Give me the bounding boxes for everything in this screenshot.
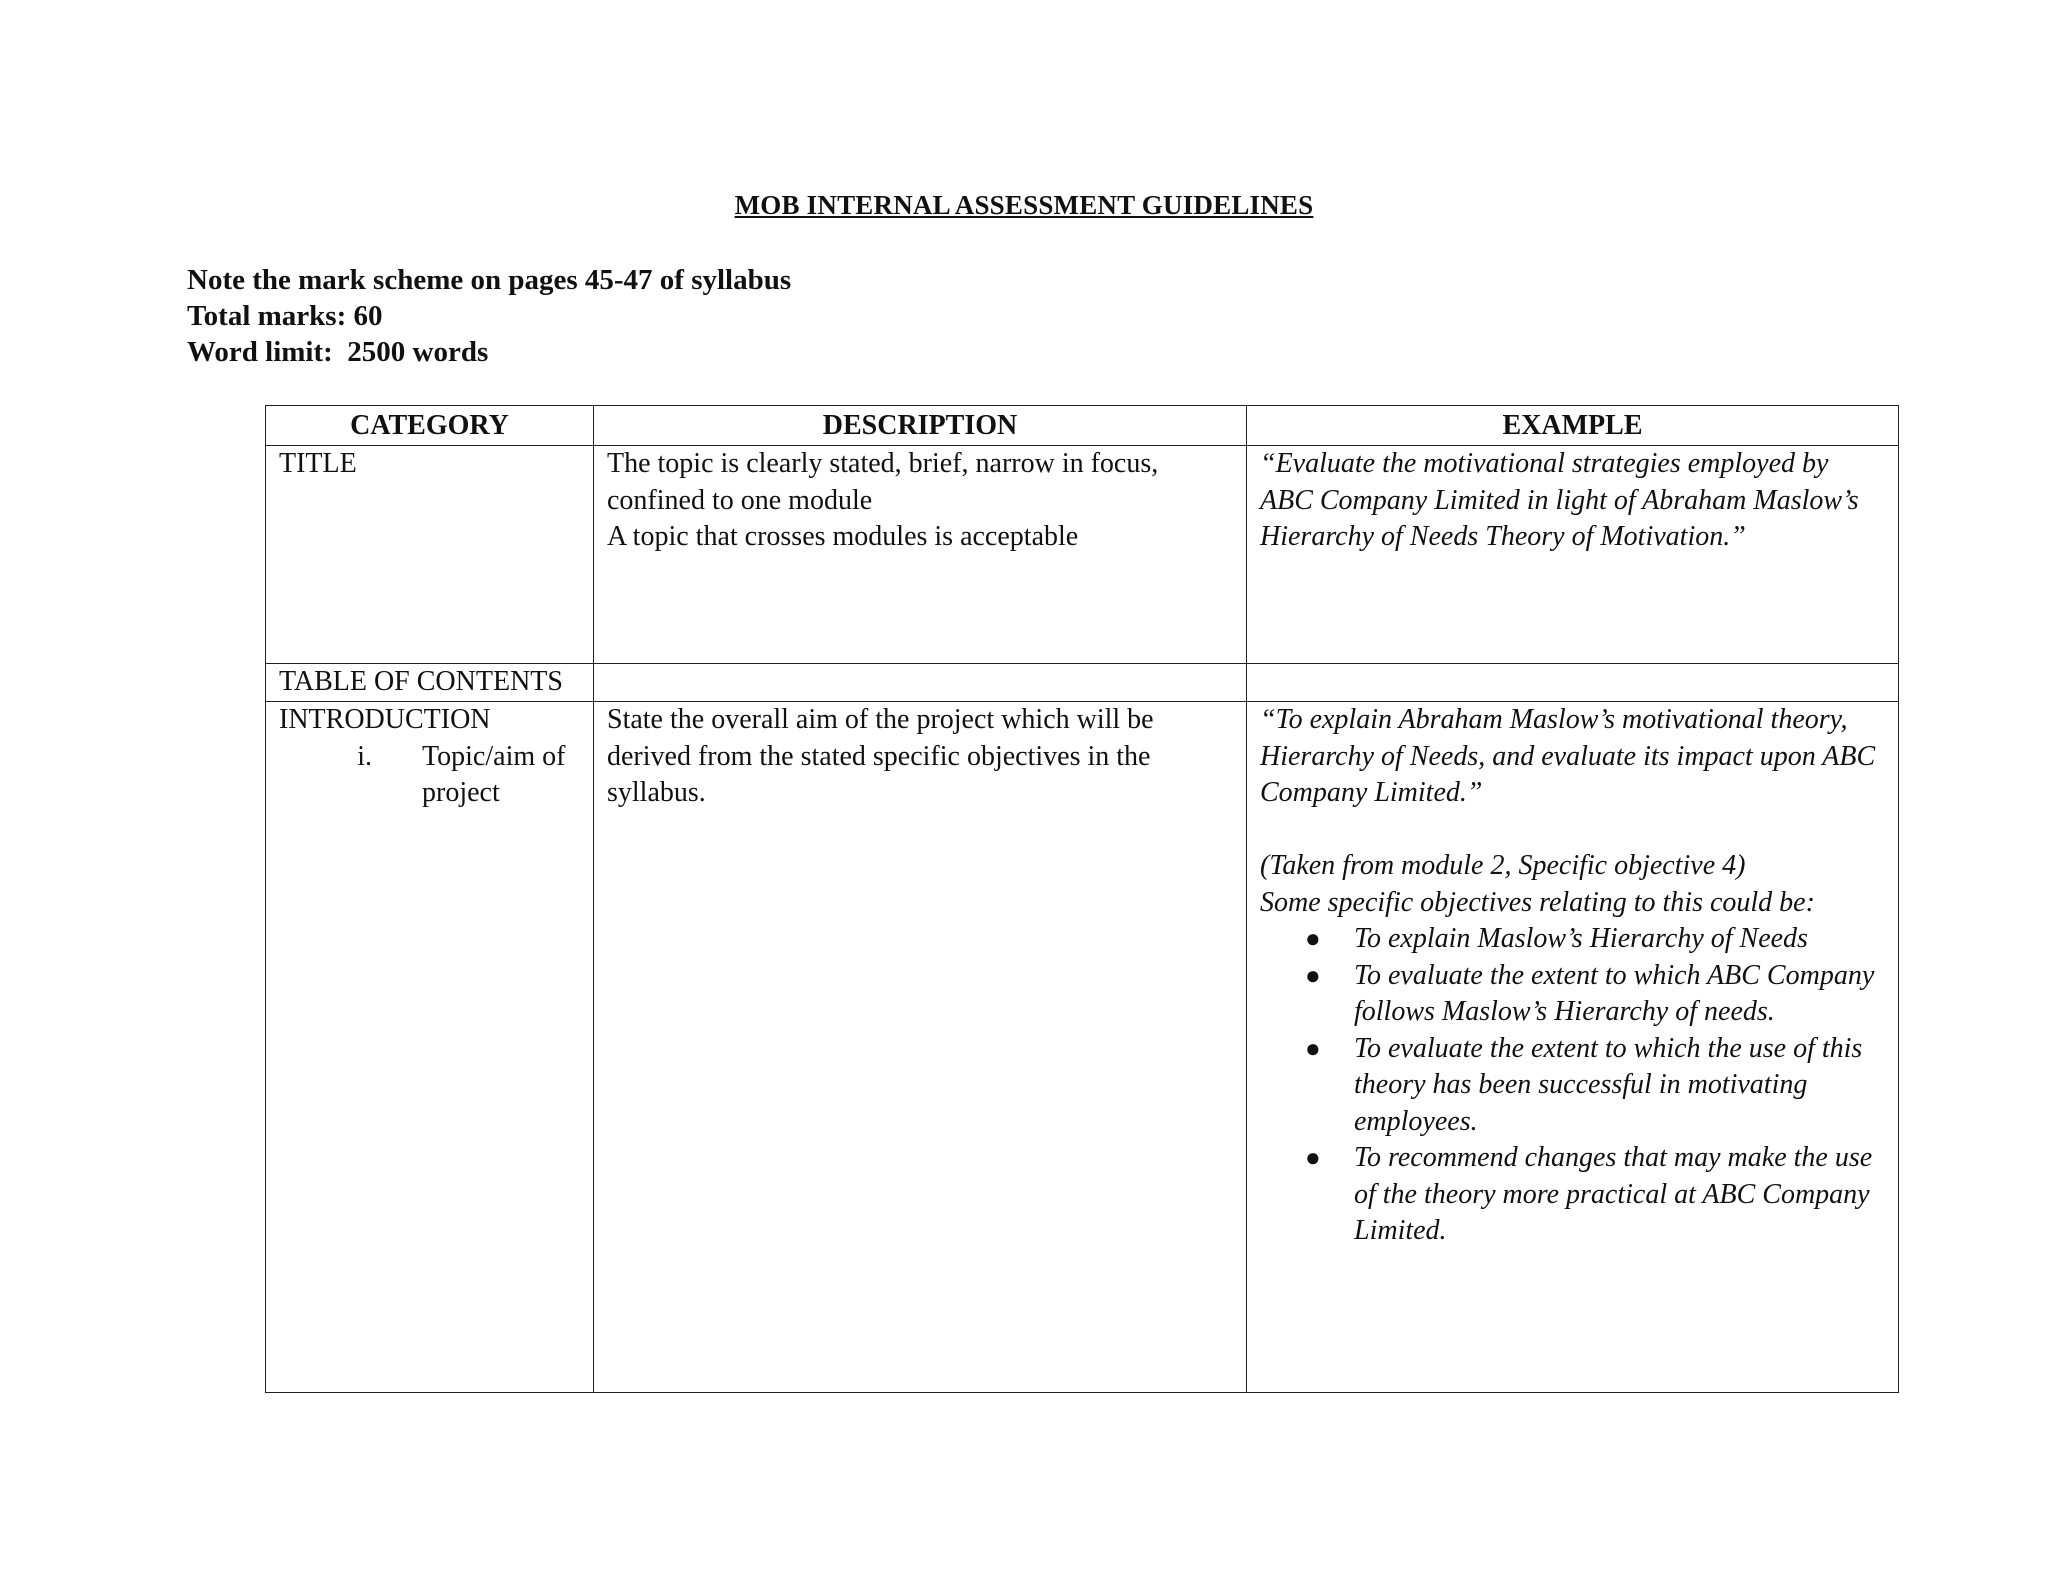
objective-text: To recommend changes that may make the use of the theory more practical at ABC Company Limited.: [1354, 1142, 1873, 1246]
mark-scheme-note: Note the mark scheme on pages 45-47 of syllabus: [187, 264, 792, 296]
list-item: [1305, 921, 1885, 958]
header-description: DESCRIPTION: [594, 406, 1247, 446]
list-item: [1305, 958, 1885, 1031]
list-item: [1305, 1140, 1885, 1250]
bullet-icon: ●: [1305, 960, 1321, 990]
category-cell: [266, 702, 594, 1393]
category-label: INTRODUCTION: [279, 704, 491, 735]
table-row-introduction: [266, 702, 1899, 1393]
example-cell: [1247, 702, 1899, 1393]
table-header-row: [266, 406, 1899, 446]
description-cell: [594, 664, 1247, 702]
category-label: TITLE: [279, 448, 357, 479]
table-row-title: [266, 446, 1899, 664]
objective-text: To evaluate the extent to which the use of this theory has been successful in motivating employees.: [1354, 1032, 1863, 1137]
description-cell: [594, 446, 1247, 664]
bullet-icon: ●: [1305, 1143, 1321, 1172]
example-cell: [1247, 446, 1899, 664]
description-line: A topic that crosses modules is acceptable: [607, 521, 1079, 552]
category-label: TABLE OF CONTENTS: [279, 666, 563, 697]
guidelines-table: [265, 405, 1899, 1393]
word-limit-note: Word limit: 2500 words: [187, 336, 489, 368]
document-title: MOB INTERNAL ASSESSMENT GUIDELINES: [734, 190, 1314, 220]
example-text: “Evaluate the motivational strategies employed by ABC Company Limited in light of Abraham Maslow’s Hierarchy of Needs Theory of Motivation.”: [1260, 448, 1859, 552]
category-cell: [266, 446, 594, 664]
bullet-icon: ●: [1305, 1033, 1321, 1063]
example-source: (Taken from module 2, Specific objective 4): [1260, 850, 1746, 881]
header-example: EXAMPLE: [1247, 406, 1899, 446]
example-cell: [1247, 664, 1899, 702]
objectives-list: [1260, 921, 1885, 1250]
sub-item-number: i.: [357, 740, 372, 772]
description-cell: [594, 702, 1247, 1393]
category-cell: [266, 664, 594, 702]
description-text: State the overall aim of the project which will be derived from the stated specific objectives in the syllabus.: [607, 704, 1154, 808]
sub-item-label: Topic/aim of project: [422, 740, 566, 808]
objective-text: To explain Maslow’s Hierarchy of Needs: [1354, 923, 1808, 954]
example-quote: “To explain Abraham Maslow’s motivational theory, Hierarchy of Needs, and evaluate its impact upon ABC Company Limited.”: [1260, 704, 1876, 808]
sub-item: [309, 739, 580, 812]
total-marks-note: Total marks: 60: [187, 300, 383, 332]
bullet-icon: ●: [1305, 924, 1321, 953]
objective-text: To evaluate the extent to which ABC Company follows Maslow’s Hierarchy of needs.: [1354, 959, 1875, 1027]
header-category: CATEGORY: [266, 406, 594, 446]
list-item: [1305, 1031, 1885, 1141]
table-row-contents: [266, 664, 1899, 702]
description-line: The topic is clearly stated, brief, narrow in focus, confined to one module: [607, 448, 1159, 516]
example-lead: Some specific objectives relating to this could be:: [1260, 886, 1815, 918]
assessment-notes: [187, 262, 791, 370]
